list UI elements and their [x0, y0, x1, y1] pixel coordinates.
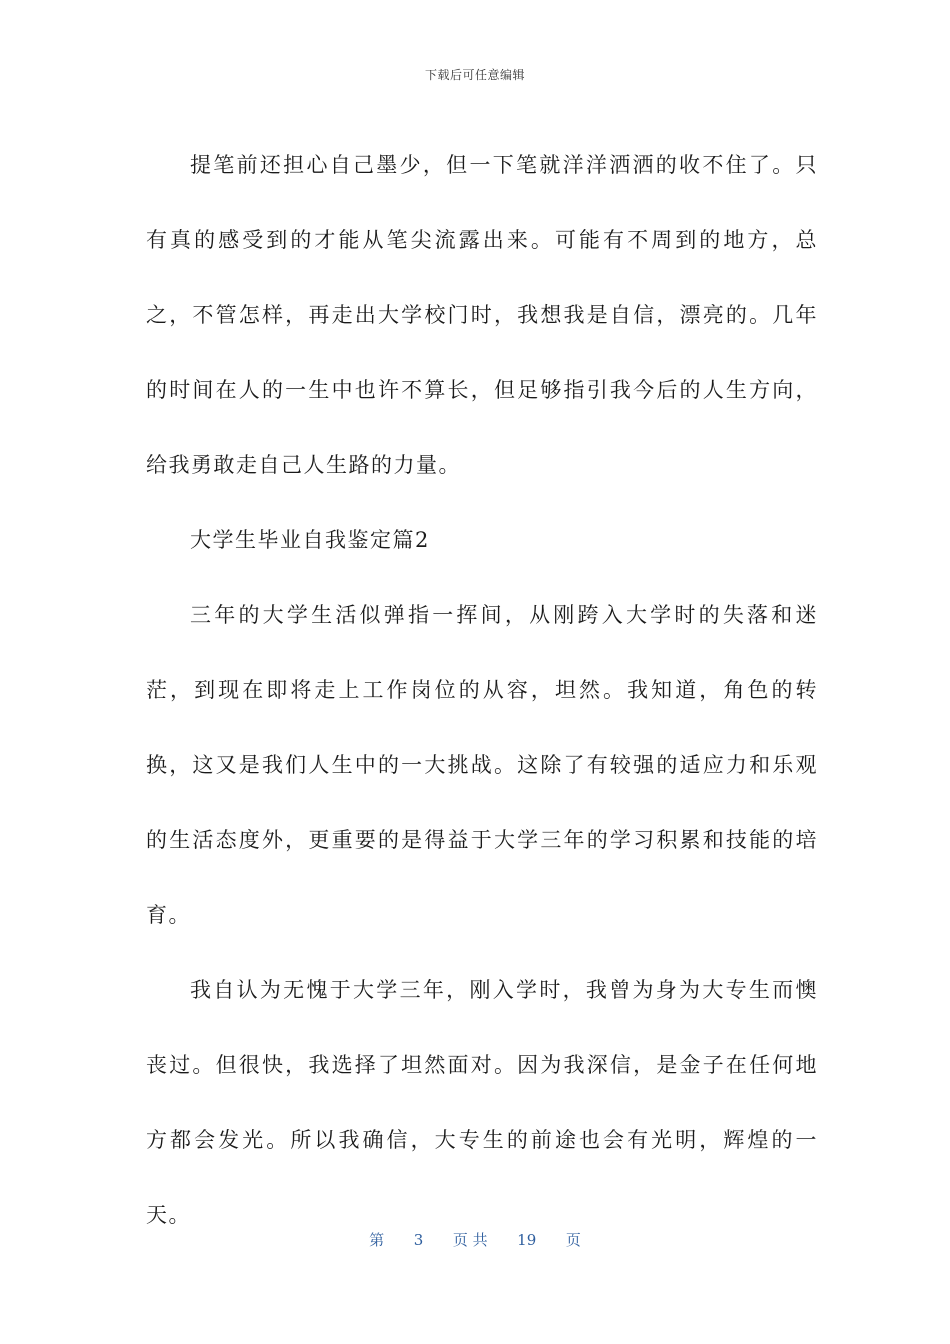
- paragraph: 三年的大学生活似弹指一挥间，从刚跨入大学时的失落和迷茫，到现在即将走上工作岗位的从容，坦然。我知道，角色的转换，这又是我们人生中的一大挑战。这除了有较强的适应力和乐观的生活态度外，更重要的是得益于大学三年的学习积累和技能的培育。: [146, 603, 818, 927]
- page-prefix: 第: [369, 1231, 385, 1249]
- current-page-number: 3: [413, 1231, 424, 1249]
- page-mid-text: 页 共: [452, 1231, 488, 1249]
- section-heading: 大学生毕业自我鉴定篇2: [190, 528, 430, 552]
- page-suffix: 页: [565, 1231, 581, 1249]
- header-note: 下载后可任意编辑: [424, 68, 525, 82]
- page-footer: [0, 1229, 950, 1250]
- paragraph: 提笔前还担心自己墨少，但一下笔就洋洋洒洒的收不住了。只有真的感受到的才能从笔尖流露出来。可能有不周到的地方，总之，不管怎样，再走出大学校门时，我想我是自信，漂亮的。几年的时间在人的一生中也许不算长，但足够指引我今后的人生方向，给我勇敢走自己人生路的力量。: [146, 153, 818, 477]
- document-body: [146, 128, 818, 1253]
- paragraph: 我自认为无愧于大学三年，刚入学时，我曾为身为大专生而懊丧过。但很快，我选择了坦然面对。因为我深信，是金子在任何地方都会发光。所以我确信，大专生的前途也会有光明，辉煌的一天。: [146, 978, 818, 1227]
- total-pages-number: 19: [517, 1231, 537, 1249]
